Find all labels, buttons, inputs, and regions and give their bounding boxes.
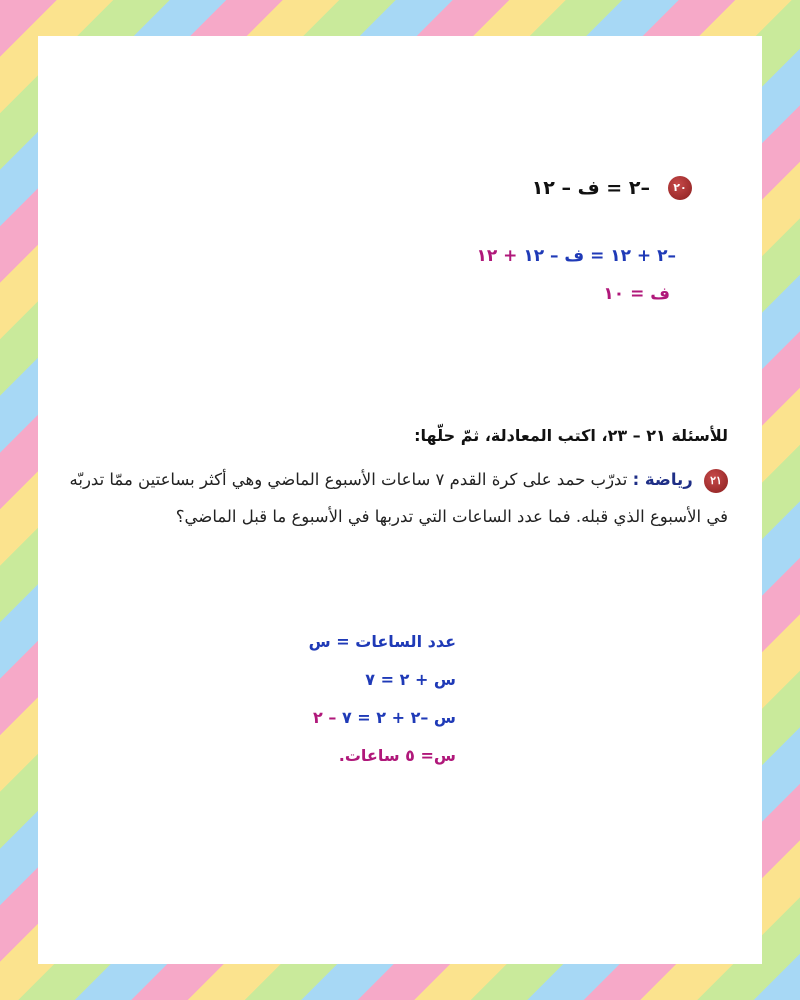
question-21 [68, 461, 728, 535]
step-1-added-term: + ١٢ [476, 246, 518, 266]
question-21-text: تدرّب حمد على كرة القدم ٧ ساعات الأسبوع الماضي وهي أكثر بساعتين ممّا تدربّه في الأسبوع الذي قبله. فما عدد الساعات التي تدربها في الأسبوع ما قبل الماضي؟ [69, 470, 728, 526]
solution-step-2: ف = ١٠ [603, 284, 670, 304]
answer-line-3 [313, 708, 456, 727]
answer-line-3-main: س –٢ + ٢ = ٧ [341, 708, 456, 727]
answer-line-2: س + ٢ = ٧ [365, 670, 456, 689]
answer-line-3-term: – ٢ [313, 708, 337, 727]
question-20-equation: –٢ = ف – ١٢ [531, 176, 650, 199]
step-1-main: –٢ + ١٢ = ف – ١٢ [523, 246, 676, 266]
question-number-badge: ٢١ [704, 469, 728, 493]
question-topic-label: رياضة : [632, 470, 693, 489]
worksheet-page [38, 36, 762, 964]
question-number-badge: ٢٠ [668, 176, 692, 200]
solution-step-1 [476, 246, 676, 266]
instructions-heading: للأسئلة ٢١ – ٢٣، اكتب المعادلة، ثمّ حلّها: [414, 426, 728, 445]
answer-line-1: عدد الساعات = س [308, 632, 456, 651]
question-20 [532, 176, 692, 200]
answer-line-4: س= ٥ ساعات. [338, 746, 456, 765]
